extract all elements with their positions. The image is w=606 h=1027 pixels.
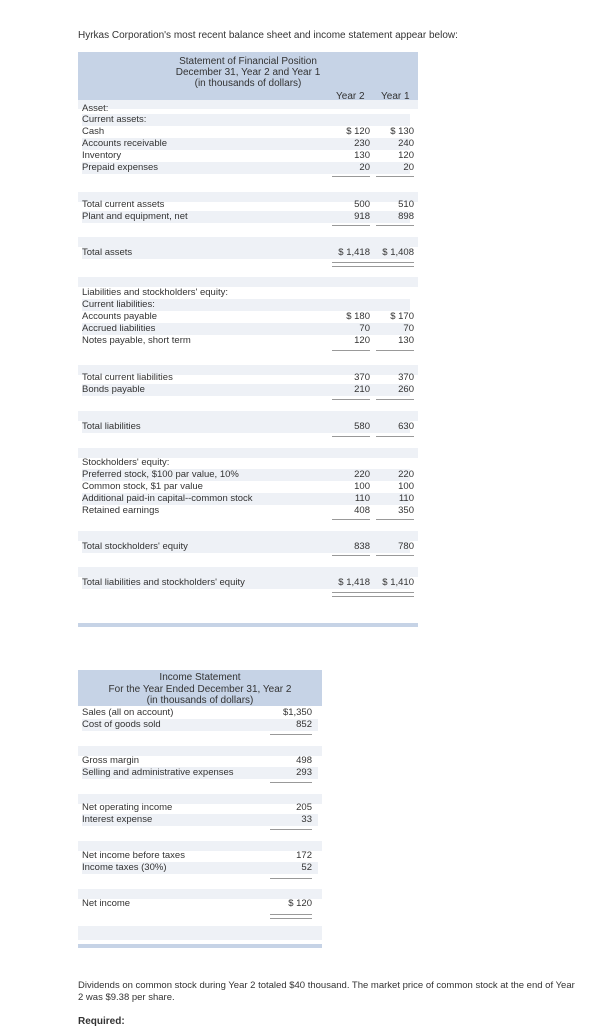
footer-note: Dividends on common stock during Year 2 totaled $40 thousand. The market price of common stock at the end of Year 2 was $9.38 per share.	[78, 980, 575, 1003]
row-sales: Sales (all on account) $1,350	[82, 707, 312, 718]
row-bonds: Bonds payable 210 260	[82, 384, 414, 395]
income-statement-title: Income Statement For the Year Ended December 31, Year 2 (in thousands of dollars)	[108, 672, 292, 706]
row-retained: Retained earnings 408 350	[82, 505, 414, 516]
row-total-assets: Total assets $ 1,418 $ 1,408	[82, 247, 414, 258]
row-common: Common stock, $1 par value 100 100	[82, 481, 414, 492]
row-net-income: Net income $ 120	[82, 898, 312, 909]
row-noi: Net operating income 205	[82, 802, 312, 813]
row-taxes: Income taxes (30%) 52	[82, 862, 318, 874]
balance-sheet-footer-bar	[78, 623, 418, 627]
row-apic: Additional paid-in capital--common stock 110 110	[82, 493, 414, 504]
row-sga: Selling and administrative expenses 293	[82, 767, 318, 779]
row-cash: Cash $ 120 $ 130	[82, 126, 414, 137]
row-total-current-assets: Total current assets 500 510	[82, 199, 414, 210]
row-notes: Notes payable, short term 120 130	[82, 335, 414, 346]
row-total-equity: Total stockholders' equity 838 780	[82, 541, 414, 552]
current-liab-label: Current liabilities:	[82, 299, 410, 311]
row-plant: Plant and equipment, net 918 898	[82, 211, 414, 222]
required-heading: Required:	[78, 1016, 125, 1027]
row-inventory: Inventory 130 120	[82, 150, 414, 161]
row-ar: Accounts receivable 230 240	[82, 138, 414, 149]
row-gross-margin: Gross margin 498	[82, 755, 312, 766]
row-interest: Interest expense 33	[82, 814, 318, 826]
row-ap: Accounts payable $ 180 $ 170	[82, 311, 414, 322]
assets-label: Asset:	[82, 103, 109, 114]
balance-sheet	[78, 52, 418, 632]
income-statement-footer-bar	[78, 944, 322, 948]
row-preferred: Preferred stock, $100 par value, 10% 220 220	[82, 469, 414, 480]
row-nibt: Net income before taxes 172	[82, 850, 312, 861]
intro-text: Hyrkas Corporation's most recent balance sheet and income statement appear below:	[78, 30, 458, 41]
liab-equity-label: Liabilities and stockholders' equity:	[82, 287, 228, 298]
row-prepaid: Prepaid expenses 20 20	[82, 162, 414, 173]
row-cogs: Cost of goods sold 852	[82, 719, 318, 731]
row-total-current-liab: Total current liabilities 370 370	[82, 372, 414, 383]
col-year2: Year 2	[336, 91, 365, 102]
row-accrued: Accrued liabilities 70 70	[82, 323, 414, 334]
current-assets-label: Current assets:	[82, 114, 410, 126]
row-total-liabilities: Total liabilities 580 630	[82, 421, 414, 432]
col-year1: Year 1	[381, 91, 410, 102]
balance-sheet-title: Statement of Financial Position December 31, Year 2 and Year 1 (in thousands of dollars)	[175, 56, 321, 89]
income-statement	[78, 670, 322, 950]
row-total-liab-equity: Total liabilities and stockholders' equity $ 1,418 $ 1,410	[82, 577, 414, 588]
equity-label: Stockholders' equity:	[82, 457, 170, 468]
